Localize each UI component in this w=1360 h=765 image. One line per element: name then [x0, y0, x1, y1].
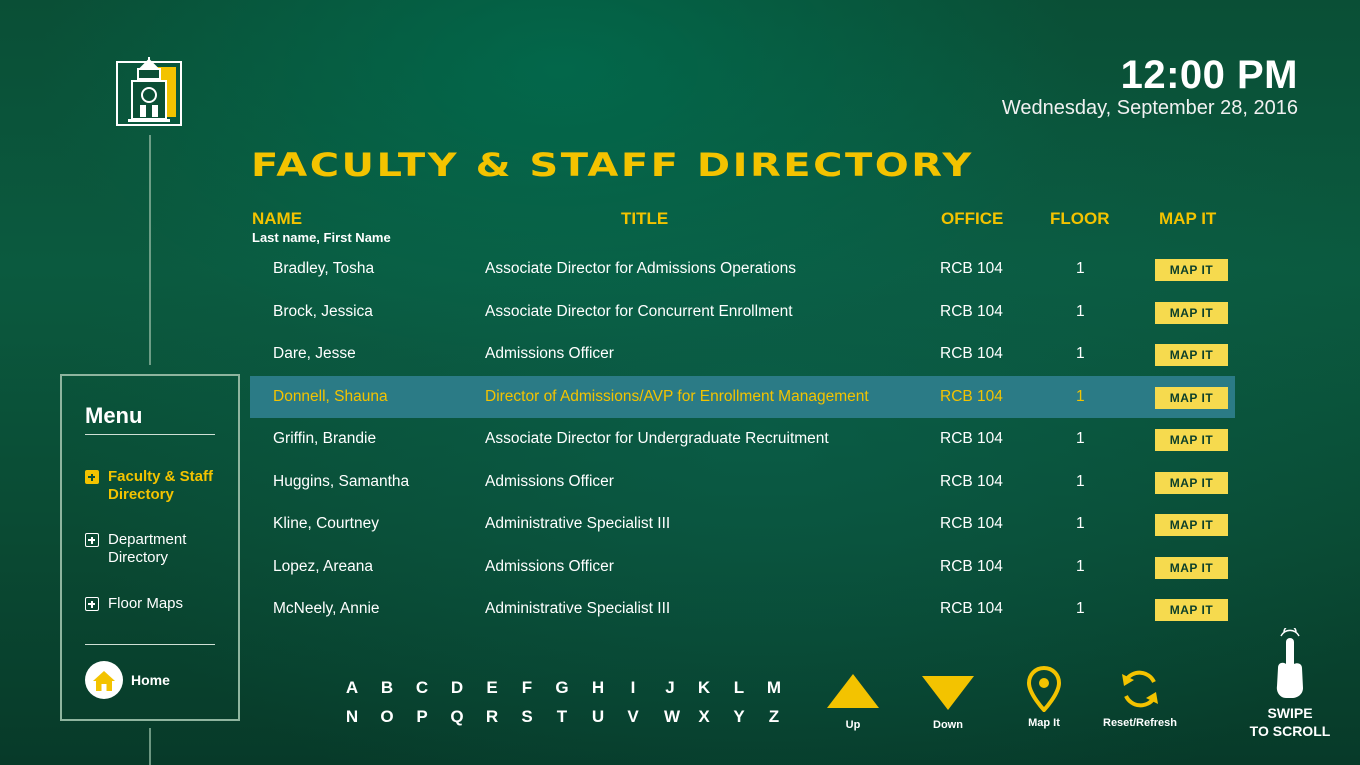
- down-label: Down: [933, 719, 963, 731]
- plus-icon: [85, 533, 99, 547]
- letter-t[interactable]: T: [556, 707, 568, 726]
- column-header-office: OFFICE: [941, 209, 1004, 228]
- cell-title: Admissions Officer: [485, 557, 614, 575]
- directory-table: [250, 248, 1235, 631]
- letter-o[interactable]: O: [380, 707, 394, 726]
- clocktower-logo-icon: [116, 57, 182, 126]
- letter-v[interactable]: V: [627, 707, 639, 726]
- cell-name: Dare, Jesse: [273, 345, 356, 362]
- letter-b[interactable]: B: [380, 678, 394, 697]
- letter-z[interactable]: Z: [768, 707, 780, 726]
- menu-item-department-directory[interactable]: [85, 531, 186, 567]
- letter-x[interactable]: X: [698, 707, 710, 726]
- reset-refresh-button[interactable]: [1100, 666, 1180, 729]
- plus-icon: [85, 597, 99, 611]
- map-pin-icon: [1026, 666, 1062, 712]
- letter-j[interactable]: J: [665, 678, 675, 697]
- cell-name: Lopez, Areana: [273, 557, 373, 575]
- menu-divider: [85, 644, 215, 645]
- swipe-line2: TO SCROLL: [1249, 723, 1331, 739]
- letter-y[interactable]: Y: [733, 707, 745, 726]
- page-title: FACULTY & STAFF DIRECTORY: [251, 146, 974, 184]
- cell-title: Admissions Officer: [485, 472, 614, 490]
- menu-item-floor-maps[interactable]: [85, 595, 183, 613]
- cell-office: RCB 104: [940, 387, 1003, 405]
- divider-line: [149, 135, 151, 365]
- cell-name: Brock, Jessica: [273, 302, 373, 320]
- table-row[interactable]: [250, 588, 1235, 631]
- menu-divider: [85, 434, 215, 435]
- clock-time: 12:00 PM: [1120, 53, 1298, 97]
- letter-p[interactable]: P: [416, 707, 428, 726]
- map-it-button[interactable]: MAP IT: [1155, 302, 1228, 324]
- menu-title: Menu: [85, 403, 143, 428]
- refresh-icon: [1117, 666, 1163, 712]
- table-row[interactable]: [250, 546, 1235, 589]
- cell-floor: 1: [1076, 345, 1085, 362]
- cell-name: McNeely, Annie: [273, 600, 380, 617]
- map-it-button[interactable]: MAP IT: [1155, 344, 1228, 366]
- letter-r[interactable]: R: [485, 707, 499, 726]
- swipe-hint: [1244, 628, 1336, 740]
- down-arrow-icon: [920, 670, 976, 712]
- home-icon: [85, 661, 123, 699]
- reset-refresh-label: Reset/Refresh: [1103, 717, 1177, 729]
- clock: [1002, 54, 1298, 120]
- cell-office: RCB 104: [940, 302, 1003, 320]
- plus-icon: [85, 470, 99, 484]
- column-header-name-sub: Last name, First Name: [252, 230, 391, 245]
- letter-s[interactable]: S: [521, 707, 533, 726]
- map-it-control-button[interactable]: [1014, 666, 1074, 729]
- cell-floor: 1: [1076, 260, 1085, 277]
- cell-name: Griffin, Brandie: [273, 430, 377, 447]
- letter-h[interactable]: H: [591, 678, 605, 697]
- home-label: Home: [131, 672, 170, 688]
- letter-d[interactable]: D: [450, 678, 464, 697]
- up-arrow-icon: [825, 670, 881, 712]
- menu-item-faculty-staff-directory[interactable]: [85, 468, 213, 504]
- cell-title: Associate Director for Admissions Operations: [485, 260, 796, 277]
- cell-office: RCB 104: [940, 260, 1003, 277]
- swipe-line1: SWIPE: [1267, 705, 1313, 721]
- map-it-button[interactable]: MAP IT: [1155, 472, 1228, 494]
- map-it-label: Map It: [1028, 717, 1060, 729]
- map-it-button[interactable]: MAP IT: [1155, 557, 1228, 579]
- table-row[interactable]: [250, 418, 1235, 461]
- menu-item-label: Floor Maps: [108, 595, 184, 612]
- column-header-floor: FLOOR: [1050, 209, 1110, 228]
- map-it-button[interactable]: MAP IT: [1155, 514, 1228, 536]
- menu-item-label: Directory: [108, 549, 169, 566]
- menu-item-label: Faculty & Staff: [108, 468, 214, 485]
- map-it-button[interactable]: MAP IT: [1155, 387, 1228, 409]
- cell-title: Admissions Officer: [485, 345, 614, 362]
- letter-g[interactable]: G: [555, 678, 569, 697]
- cell-title: Administrative Specialist III: [485, 600, 671, 617]
- column-header-name: NAME: [252, 209, 303, 228]
- map-it-button[interactable]: MAP IT: [1155, 259, 1228, 281]
- home-icon-circle: [85, 661, 123, 699]
- cell-office: RCB 104: [940, 430, 1003, 447]
- letter-a[interactable]: A: [345, 678, 359, 697]
- cell-name: Kline, Courtney: [273, 515, 379, 532]
- table-row[interactable]: [250, 291, 1235, 334]
- swipe-hand-icon: [1270, 628, 1310, 700]
- cell-floor: 1: [1076, 557, 1085, 575]
- clock-date: Wednesday, September 28, 2016: [1001, 97, 1298, 119]
- cell-office: RCB 104: [940, 345, 1003, 362]
- letter-c[interactable]: C: [415, 678, 429, 697]
- cell-office: RCB 104: [940, 557, 1003, 575]
- letter-l[interactable]: L: [733, 678, 745, 697]
- cell-floor: 1: [1076, 302, 1085, 320]
- cell-name: Bradley, Tosha: [273, 260, 375, 277]
- map-it-button[interactable]: MAP IT: [1155, 429, 1228, 451]
- table-row[interactable]: [250, 503, 1235, 546]
- table-row[interactable]: [250, 333, 1235, 376]
- letter-u[interactable]: U: [591, 707, 605, 726]
- cell-name: Huggins, Samantha: [273, 472, 410, 490]
- side-menu: [60, 374, 240, 721]
- table-row-selected[interactable]: [250, 376, 1235, 419]
- cell-office: RCB 104: [940, 600, 1003, 617]
- cell-office: RCB 104: [940, 472, 1003, 490]
- up-label: Up: [845, 719, 861, 731]
- cell-floor: 1: [1076, 387, 1085, 405]
- cell-floor: 1: [1076, 430, 1085, 447]
- cell-title: Administrative Specialist III: [485, 515, 671, 532]
- letter-i[interactable]: I: [630, 678, 636, 697]
- menu-item-label: Department: [108, 531, 187, 548]
- menu-item-label: Directory: [108, 486, 174, 503]
- letter-f[interactable]: F: [521, 678, 533, 697]
- letter-w[interactable]: W: [663, 707, 681, 726]
- cell-floor: 1: [1076, 472, 1085, 490]
- divider-line: [149, 728, 151, 765]
- column-header-title: TITLE: [621, 209, 669, 228]
- logo: [116, 57, 182, 126]
- column-header-map: MAP IT: [1159, 209, 1217, 228]
- cell-title: Director of Admissions/AVP for Enrollment Management: [485, 387, 869, 405]
- cell-title: Associate Director for Concurrent Enrollment: [485, 302, 793, 320]
- letter-m[interactable]: M: [766, 678, 782, 697]
- cell-office: RCB 104: [940, 515, 1003, 532]
- letter-q[interactable]: Q: [450, 707, 464, 726]
- map-it-button[interactable]: MAP IT: [1155, 599, 1228, 621]
- up-button[interactable]: [823, 670, 883, 731]
- cell-title: Associate Director for Undergraduate Recruitment: [485, 430, 829, 447]
- table-row[interactable]: [250, 248, 1235, 291]
- letter-k[interactable]: K: [697, 678, 711, 697]
- cell-floor: 1: [1076, 600, 1085, 617]
- down-button[interactable]: [918, 670, 978, 731]
- table-row[interactable]: [250, 461, 1235, 504]
- cell-floor: 1: [1076, 515, 1085, 532]
- letter-e[interactable]: E: [486, 678, 498, 697]
- letter-n[interactable]: N: [345, 707, 359, 726]
- cell-name: Donnell, Shauna: [273, 387, 388, 405]
